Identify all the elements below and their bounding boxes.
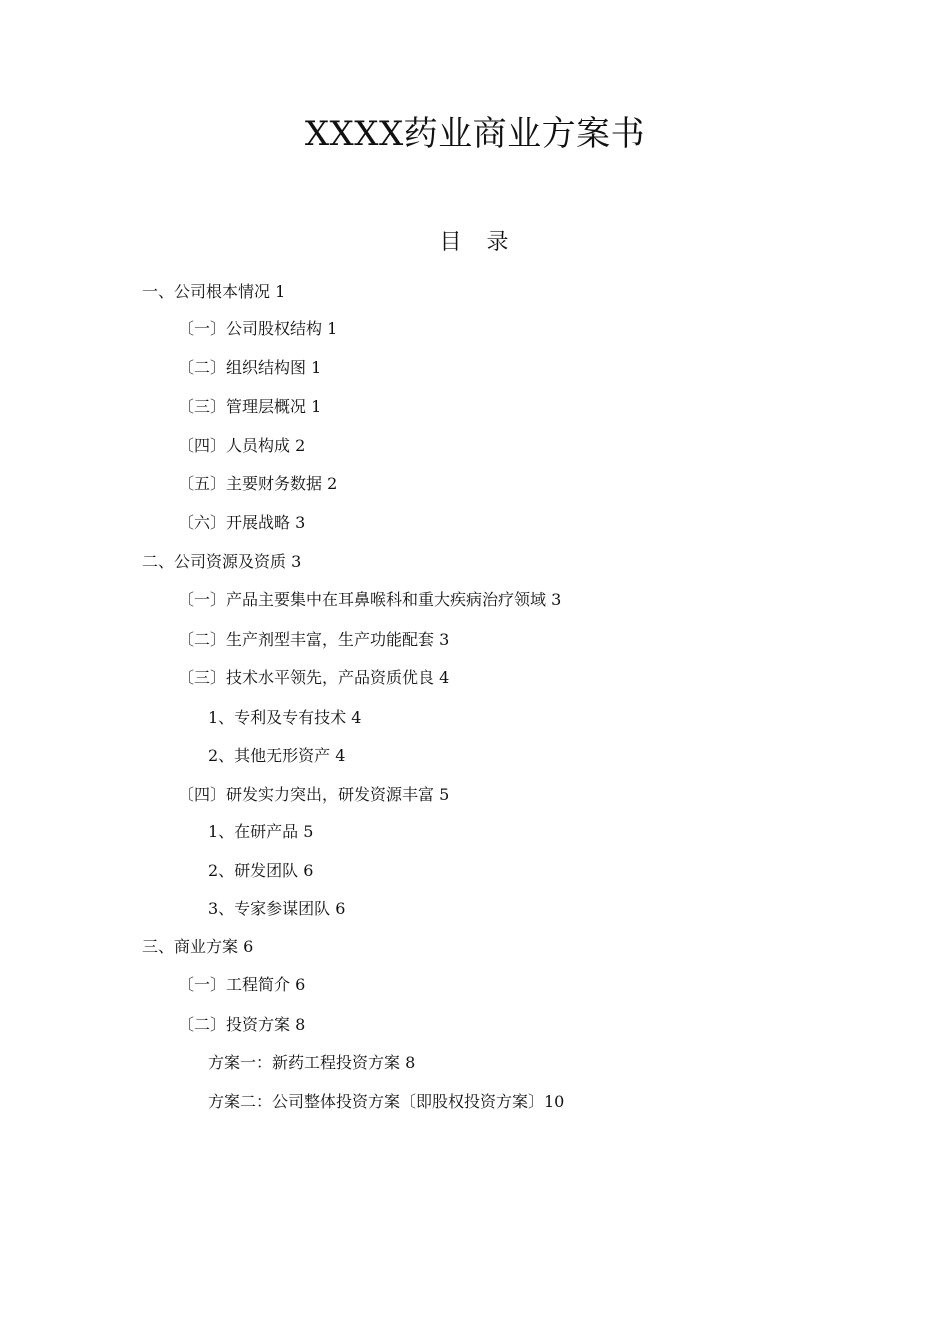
toc-entry[interactable]: 二、公司资源及资质 3 [142, 552, 302, 571]
toc-entry[interactable]: 〔一〕工程简介 6 [178, 975, 306, 994]
toc-entry[interactable]: 方案一：新药工程投资方案 8 [208, 1053, 416, 1072]
toc-entry[interactable]: 〔五〕主要财务数据 2 [178, 474, 338, 493]
toc-entry[interactable]: 〔一〕产品主要集中在耳鼻喉科和重大疾病治疗领域 3 [178, 590, 562, 609]
toc-entry[interactable]: 2、研发团队 6 [208, 861, 314, 880]
toc-entry[interactable]: 〔三〕技术水平领先，产品资质优良 4 [178, 668, 450, 687]
toc-entry[interactable]: 三、商业方案 6 [142, 937, 254, 956]
toc-heading: 目 录 [439, 230, 511, 255]
toc-entry[interactable]: 〔二〕组织结构图 1 [178, 358, 322, 377]
toc-entry[interactable]: 1、专利及专有技术 4 [208, 708, 362, 727]
toc-entry[interactable]: 〔二〕生产剂型丰富，生产功能配套 3 [178, 630, 450, 649]
toc-entry[interactable]: 2、其他无形资产 4 [208, 746, 346, 765]
toc-entry[interactable]: 一、公司根本情况 1 [142, 282, 286, 301]
toc-entry[interactable]: 方案二：公司整体投资方案〔即股权投资方案〕10 [208, 1092, 565, 1111]
document-title: XXXX药业商业方案书 [304, 114, 646, 154]
toc-entry[interactable]: 〔四〕人员构成 2 [178, 436, 306, 455]
toc-entry[interactable]: 〔一〕公司股权结构 1 [178, 319, 338, 338]
toc-entry[interactable]: 3、专家参谋团队 6 [208, 899, 346, 918]
toc-entry[interactable]: 〔四〕研发实力突出，研发资源丰富 5 [178, 785, 450, 804]
toc-entry[interactable]: 1、在研产品 5 [208, 822, 314, 841]
toc-entry[interactable]: 〔六〕开展战略 3 [178, 513, 306, 532]
toc-entry[interactable]: 〔三〕管理层概况 1 [178, 397, 322, 416]
toc-entry[interactable]: 〔二〕投资方案 8 [178, 1015, 306, 1034]
